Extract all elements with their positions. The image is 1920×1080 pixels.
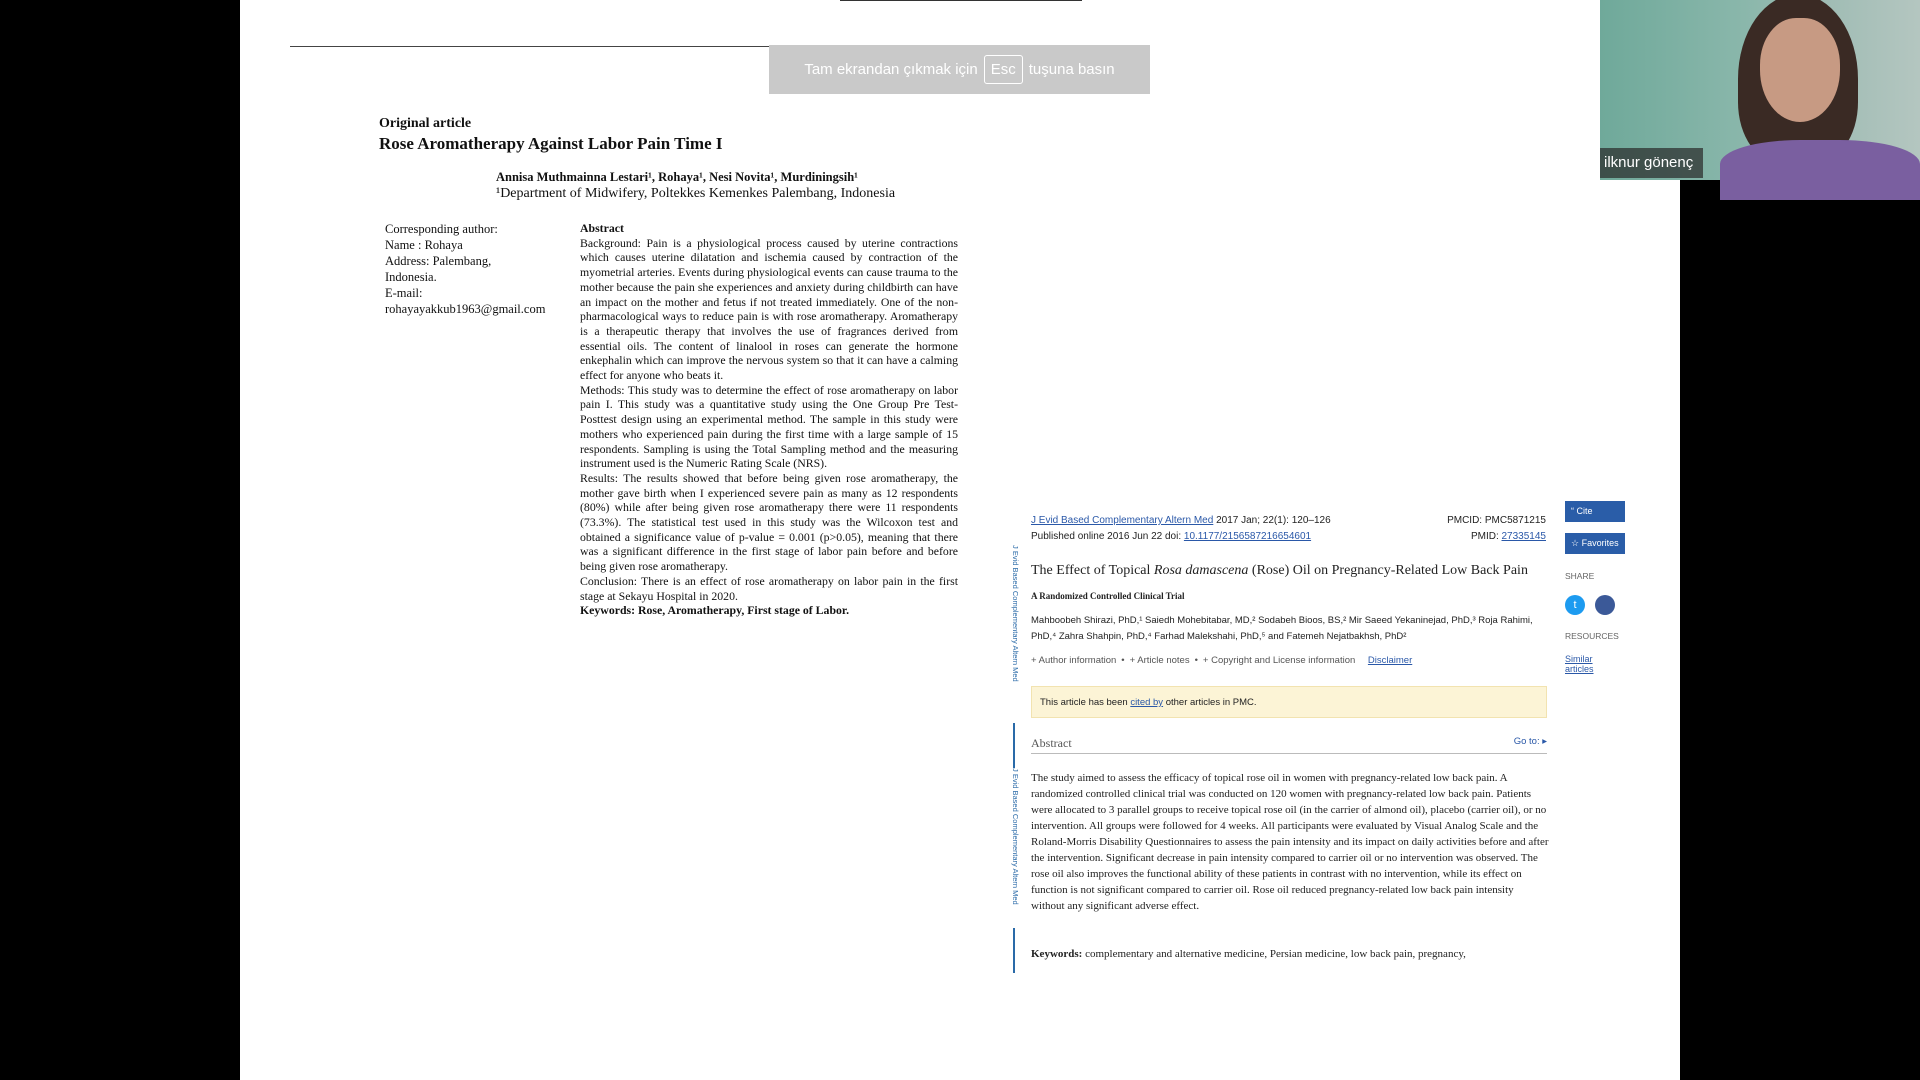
cited-by-notice [1031, 686, 1547, 718]
corr-country: Indonesia. [385, 270, 437, 284]
strip-line-bottom [1013, 928, 1015, 973]
fullscreen-exit-banner [769, 45, 1150, 94]
corr-email: rohayayakkub1963@gmail.com [385, 302, 546, 316]
strip-text-top: J Evid Based Complementary Altern Med [1011, 545, 1020, 682]
pmcid: PMCID: PMC5871215 [1447, 515, 1546, 526]
top-divider [840, 0, 1082, 1]
article-meta-links: + Author information • + Article notes • + Copyright and License information Disclaimer [1031, 655, 1413, 666]
article-type-label: Original article [379, 116, 472, 131]
article-notes-link[interactable]: + Article notes [1129, 655, 1190, 666]
abstract-keywords: Keywords: Rose, Aromatherapy, First stage of Labor. [580, 603, 850, 618]
pmc-abstract-text: The study aimed to assess the efficacy of topical rose oil in women with pregnancy-related low back pain. A randomized controlled clinical trial was conducted on 120 women with pregnancy-related low back pain. Patients were allocated to 3 parallel groups to receive topical rose oil (in the carrier of almond oil), placebo (carrier oil), or no intervention. All groups were followed for 4 weeks. All participants were evaluated by Visual Analog Scale and the Roland-Morris Disability Questionnaires to assess the pain intensity and its impact on daily activities before and after the intervention. Significant decrease in pain intensity compared to carrier oil or no intervention was observed. The rose oil also improves the functional ability of these patients in contrast with no intervention, while its effect on function is not significant compared to carrier oil. Rose oil reduced pregnancy-related low back pain intensity without any significant adverse effect. [1031, 772, 1549, 912]
pmid-link[interactable]: 27335145 [1501, 531, 1546, 542]
article-title: Rose Aromatherapy Against Labor Pain Time I [379, 134, 723, 153]
title-part-2: (Rose) Oil on Pregnancy-Related Low Back Pain [1251, 563, 1528, 578]
corr-address: Address: Palembang, [385, 254, 492, 268]
abstract-heading: Abstract [580, 221, 624, 235]
doi-link[interactable]: 10.1177/2156587216654601 [1183, 531, 1312, 542]
journal-link[interactable]: J Evid Based Complementary Altern Med [1031, 515, 1214, 526]
corresponding-author [385, 221, 570, 317]
pmid-label: PMID: [1470, 531, 1499, 542]
abstract-methods: Methods: This study was to determine the effect of rose aromatherapy on labor pain I. This study was a quantitative study using the One Group Pre Test-Posttest design using an experimental method. The sample in this study were mothers who experienced pain during the first time with a large sample of 15 respondents. Sampling is using the Total Sampling method and the measuring instrument used is the Numeric Rating Scale (NRS). [580, 382, 958, 471]
webcam-tile [1600, 0, 1920, 180]
doi-label: doi: [1165, 531, 1182, 542]
resources-label: RESOURCES [1565, 631, 1619, 641]
title-part-1: The Effect of Topical [1031, 563, 1151, 578]
abstract-background: Background: Pain is a physiological process caused by uterine contractions which causes uterine dilatation and ischemia caused by contraction of the myometrial arteries. Events during physiological events can cause trauma to the mother because the pain she experiences and anxiety during childbirth can have an impact on the mother and fetus if not treated immediately. One of the non-pharmacological ways to reduce pain is with rose aromatherapy. Aromatherapy is a therapeutic therapy that involves the use of fragrances derived from essential oils. The content of linalool in roses can generate the hormone enkephalin which can improve the nervous system so that it can have a calming effect for anyone who beats it. [580, 235, 958, 383]
corr-email-label: E-mail: [385, 286, 423, 300]
corr-heading: Corresponding author: [385, 222, 498, 236]
abstract-results: Results: The results showed that before being given rose aromatherapy, the mother gave birth when I experienced severe pain as many as 12 respondents (80%) while after being given rose aromatherapy there were 11 respondents (73.3%). The statistical test used in this study was the Wilcoxon test and obtained a significance value of p-value = 0.001 (p>0.05), meaning that there was a significant difference in the first stage of labor pain before and before being given rose aromatherapy. [580, 470, 958, 574]
pmc-right-panel [1565, 501, 1619, 674]
participant-body [1720, 140, 1920, 200]
article-department: ¹Department of Midwifery, Poltekkes Kemenkes Palembang, Indonesia [496, 186, 896, 201]
keywords-label: Keywords: [1031, 948, 1083, 960]
author-info-link[interactable]: + Author information [1031, 655, 1117, 666]
pmc-keywords [1031, 948, 1549, 960]
pmc-abstract-label: Abstract [1031, 736, 1072, 750]
cited-text-before: This article has been [1040, 697, 1128, 708]
goto-link[interactable]: Go to: ▸ [1513, 736, 1547, 747]
similar-articles-link[interactable]: Similar articles [1565, 654, 1594, 674]
twitter-icon[interactable]: t [1565, 595, 1585, 615]
title-italic: Rosa damascena [1153, 563, 1249, 578]
pmc-article-subtitle: A Randomized Controlled Clinical Trial [1031, 591, 1185, 601]
share-label: SHARE [1565, 571, 1595, 581]
article-abstract [580, 221, 958, 618]
banner-text-after: tuşuna basın [1028, 61, 1115, 78]
pmc-article-title [1031, 563, 1528, 579]
abstract-conclusion: Conclusion: There is an effect of rose aromatherapy on labor pain in the first stage at Sekayu Hospital in 2020. [580, 573, 958, 603]
pmid [1471, 531, 1546, 542]
disclaimer-link[interactable]: Disclaimer [1367, 655, 1413, 666]
participant-face [1760, 18, 1840, 122]
participant-name: ilknur gönenç [1600, 148, 1703, 178]
facebook-icon[interactable] [1595, 595, 1615, 615]
article-authors: Annisa Muthmainna Lestari¹, Rohaya¹, Nesi Novita¹, Murdiningsih¹ [496, 170, 858, 184]
pmc-abstract-heading [1031, 736, 1547, 754]
pmc-authors[interactable]: Mahboobeh Shirazi, PhD,¹ Saiedh Mohebitabar, MD,² Sodabeh Bioos, BS,² Mir Saeed Yekaninejad, PhD,³ Roja Rahimi, PhD,⁴ Zahra Shahpin, PhD,⁴ Farhad Malekshahi, PhD,⁵ and Fatemeh Nejatbakhsh, PhD² [1031, 615, 1533, 642]
journal-date: 2017 Jan; 22(1): 120–126 [1216, 515, 1331, 526]
journal-citation [1031, 515, 1331, 526]
published-date: Published online 2016 Jun 22 [1031, 531, 1163, 542]
cite-button[interactable]: “ Cite [1565, 501, 1625, 522]
keywords-text: complementary and alternative medicine, Persian medicine, low back pain, pregnancy, [1085, 948, 1466, 960]
publication-info [1031, 531, 1311, 542]
strip-line-top [1013, 723, 1015, 768]
pmc-article-screenshot [1006, 505, 1606, 965]
copyright-link[interactable]: + Copyright and License information [1202, 655, 1356, 666]
corr-name: Name : Rohaya [385, 238, 463, 252]
favorites-button[interactable]: ☆ Favorites [1565, 533, 1625, 554]
cited-by-link[interactable]: cited by [1130, 697, 1164, 708]
esc-key: Esc [984, 55, 1023, 84]
strip-text-bottom: J Evid Based Complementary Altern Med [1011, 768, 1020, 905]
journal-strip [1006, 513, 1020, 968]
banner-text-before: Tam ekrandan çıkmak için [804, 61, 978, 78]
cited-text-after: other articles in PMC. [1165, 697, 1257, 708]
